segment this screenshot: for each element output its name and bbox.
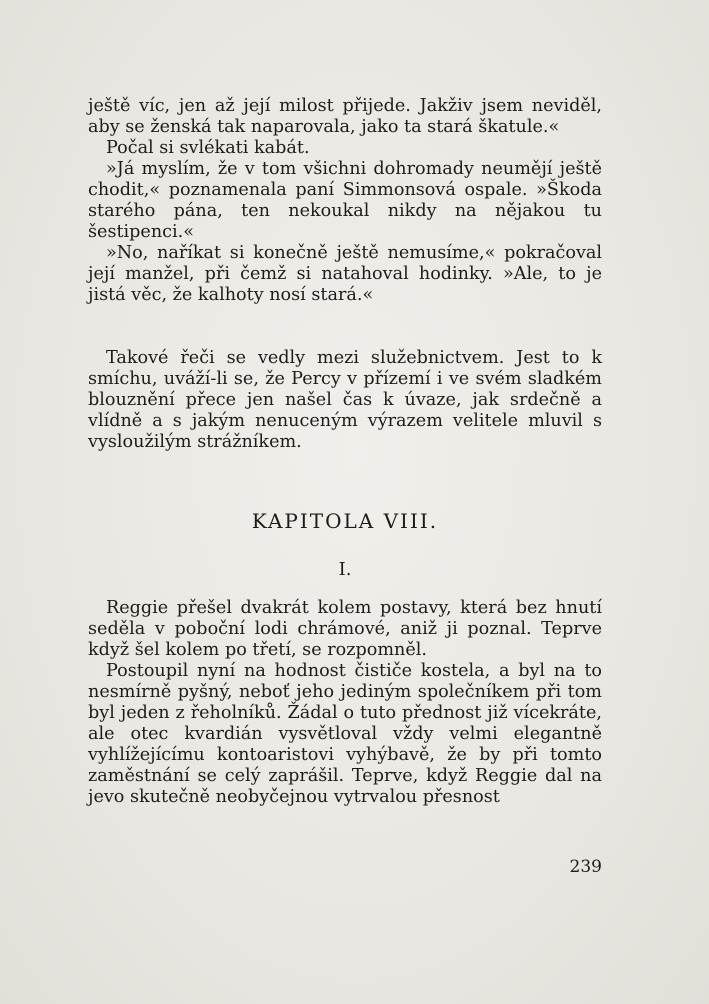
paragraph-continuation: ještě víc, jen až její milost přijede. Jakživ jsem neviděl, aby se ženská tak naparovala, jako ta stará škatule.« — [88, 96, 602, 137]
page-number: 239 — [569, 857, 602, 877]
text-block-bottom — [88, 598, 602, 808]
paragraph: Postoupil nyní na hodnost čističe kostela, a byl na to nesmírně pyšný, neboť jeho jediným společníkem při tom byl jeden z řeholníků. Žádal o tuto přednost již vícekráte, ale otec kvardián vysvětloval vždy velmi elegantně vyhlížejícímu kontoaristovi vyhýbavě, že by při tomto zaměstnání se celý zaprášil. Teprve, když Reggie dal na jevo skutečně neobyčejnou vytrvalou přesnost — [88, 661, 602, 807]
text-block-middle — [88, 348, 602, 453]
paragraph: Takové řeči se vedly mezi služebnictvem. Jest to k smíchu, uváží-li se, že Percy v přízemí i ve svém sladkém blouznění přece jen našel čas k úvaze, jak srdečně a vlídně a s jakým nenuceným výrazem velitele mluvil s vysloužilým strážníkem. — [88, 348, 602, 452]
section-number: I. — [338, 559, 352, 580]
paragraph: »No, naříkat si konečně ještě nemusíme,« pokračoval její manžel, při čemž si natahoval hodinky. »Ale, to je jistá věc, že kalhoty nosí stará.« — [88, 243, 602, 305]
text-block-top — [88, 96, 602, 306]
chapter-heading: KAPITOLA VIII. — [251, 509, 439, 533]
paragraph: Počal si svlékati kabát. — [106, 138, 310, 158]
paragraph: »Já myslím, že v tom všichni dohromady neumějí ještě chodit,« poznamenala paní Simmonsová ospale. »Škoda starého pána, ten nekoukal nikdy na nějakou tu šestipenci.« — [88, 159, 602, 242]
paragraph: Reggie přešel dvakrát kolem postavy, která bez hnutí seděla v poboční lodi chrámové, aniž ji poznal. Teprve když šel kolem po třetí, se rozpomněl. — [88, 598, 602, 660]
